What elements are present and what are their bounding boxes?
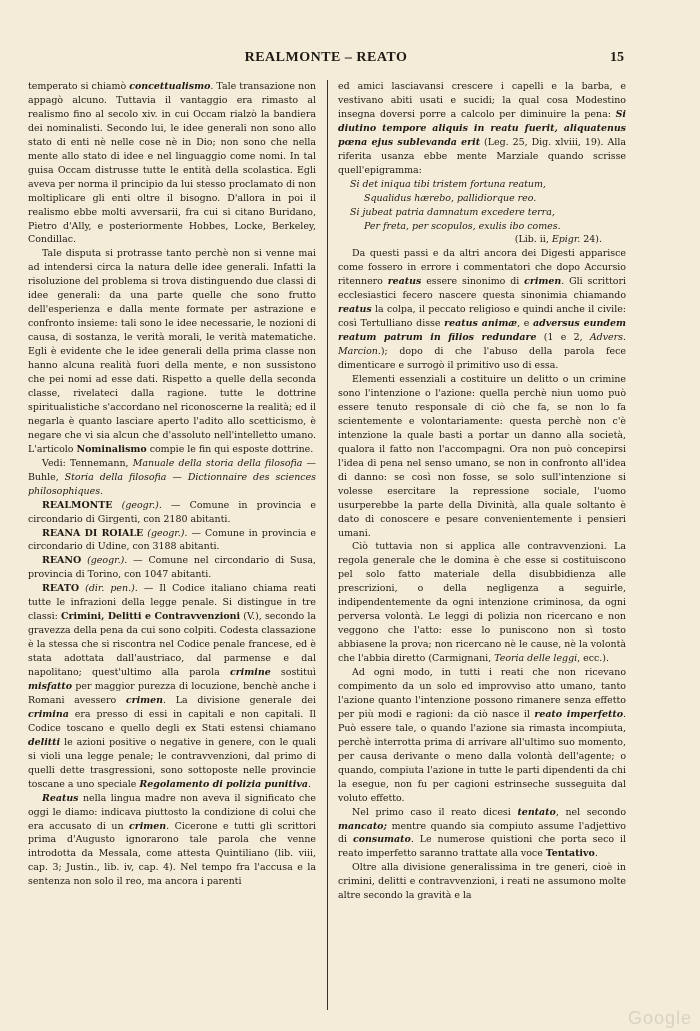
text-run: nella lingua madre non aveva il significato che oggi le diamo: indicava piuttosto la condizione di colui che era accusato di un <box>28 792 316 832</box>
text-run: , e <box>517 318 534 330</box>
latin-quote: Si diutino tempore aliquis in reatu fuerit, aliquatenus pœna ejus sublevanda erit <box>338 108 626 148</box>
text-run: . <box>594 848 598 860</box>
term-reatus: Reatus <box>42 792 79 804</box>
text-run: ed amici lasciavansi crescere i capelli e la barba, e vestivano abiti usati e sucidi; la qual cosa Modestino insegna doversi porre a calcolo per diminuire la pena: <box>338 81 626 120</box>
paragraph <box>28 792 316 890</box>
entry-realmonte <box>28 499 316 527</box>
term-consumato: consumato <box>352 834 411 846</box>
text-run: essere sinonimo di <box>421 276 525 288</box>
entry-headword: REALMONTE <box>42 499 113 511</box>
text-run: Nel primo caso il reato dicesi <box>352 806 518 818</box>
column-divider <box>327 80 328 1010</box>
text-run: mentre quando sia compiuto assume l'adjettivo di <box>338 820 626 846</box>
book-title: Advers. Marcion. <box>338 332 626 358</box>
right-column <box>338 80 626 1010</box>
paragraph <box>338 540 626 666</box>
term-reatus: reatus <box>387 276 422 288</box>
entry-tag: (dir. pen.) <box>79 583 135 595</box>
text-run: (Lib. ii, <box>514 234 552 246</box>
text-run: ); dopo di che l'abuso della parola fece dimenticare e surrogò il primitivo uso di essa. <box>338 346 626 372</box>
paragraph <box>28 247 316 456</box>
book-title: Manuale della storia della filosofia <box>132 457 303 469</box>
text-run: . Può essere tale, o quando l'azione sia rimasta incompiuta, perchè interrotta prima di arrivare all'ultimo suo momento, per causa derivante o meno dalla volontà dell'agente; o quando, compiuta l'azione in tutte le parti dipendenti da chi la esegue, non fu per cagioni estrinseche susseguita dal voluto effetto. <box>338 708 626 804</box>
term-crimine: crimine <box>229 667 271 679</box>
text-run: — <box>166 471 188 483</box>
entry-reano <box>28 554 316 582</box>
term-reatus: reatus <box>338 304 372 316</box>
page-header <box>28 50 624 72</box>
text-run: Epigr. <box>551 234 581 246</box>
term-classes: Crimini, Delitti e Contravvenzioni <box>61 611 241 623</box>
text-run: . — Il Codice italiano chiama reati tutte le infrazioni della legge penale. Si distingue in tre classi: <box>28 583 316 623</box>
text-run: . <box>307 778 311 790</box>
entry-reana-di-roiale <box>28 527 316 555</box>
text-run: compie le fin qui esposte dottrine. <box>146 443 314 455</box>
term-tentativo: Tentativo <box>545 848 595 860</box>
text-run: 24). <box>580 234 602 246</box>
text-run: per maggior purezza di locuzione, benchè anche i Romani avessero <box>28 680 316 706</box>
paragraph: Elementi essenziali a costituire un delitto o un crimine sono l'intenzione o l'azione: quella perchè niun uomo può essere tenuto responsale di ciò che fa, se non lo fa scientemente e volontariamente: questa perchè non c'è intenzione la quale basti a portar un danno alla società, qualora il fatto non l'accompagni. Ora non può concepirsi l'idea di pena nel senso umano, se non in confronto all'idea di danno: se così non fosse, se solo sull'intenzione si volesse esercitare la repressione sociale, l'uomo usurperebbe la parte della Divinità, alla quale soltanto è dato di conoscere e pesare convenientemente i pensieri umani. <box>338 374 626 539</box>
entry-text: . — Comune nel circondario di Susa, provincia di Torino, con 1047 abitanti. <box>28 555 316 581</box>
term-misfatto: misfatto <box>28 680 73 692</box>
entry-reato <box>28 582 316 791</box>
term-delitti: delitti <box>28 736 61 748</box>
text-run: . <box>100 485 104 497</box>
paragraph <box>338 247 626 373</box>
entry-tag: (geogr.) <box>112 499 159 511</box>
text-run: . Cicerone e tutti gli scrittori prima d'Augusto ignorarono tale parola che venne introdotta da Messala, come attesta Quintiliano (lib. viii, cap. 3; Justin., lib. iv, cap. 4). Nel tempo fra l'accusa e la sentenza non solo il reo, ma ancora i parenti <box>28 820 316 888</box>
text-run: (Leg. 25, Dig. xlviii, 19). Alla riferita usanza ebbe mente Marziale quando scrisse quell'epigramma: <box>338 136 626 176</box>
term-nominalismo: Nominalismo <box>76 443 147 455</box>
text-run: la colpa, il peccato religioso e quindi anche il civile: così Tertulliano disse <box>338 304 626 330</box>
book-title: Dictionnaire des sciences philosophiques <box>28 471 316 497</box>
text-run: Tale disputa si protrasse tanto perchè non si venne mai ad intendersi circa la natura delle idee generali. Infatti la risoluzione del problema si trova distinguendo due classi di idee generali: da una parte quelle che sono frutto dell'esperienza e dalla mente formate per astrazione e confronto insieme: tali sono le idee necessarie, le nozioni di causa, di sostanza, le verità morali, le verità matematiche. Egli è evidente che le idee generali della prima classe non hanno alcuna realità fuori della mente, e non sussistono che pei nomi ad esse dati. Rispetto a quelle della seconda classe, rivelateci dalla ragione. tutte le dottrine spiritualistiche s'accordano nel riconoscerne la realità; ed il negarla è quanto lasciare aperto l'adito allo scetticismo, è negare che vi sia alcun che d'assoluto nell'intelletto umano. L'articolo <box>28 248 316 455</box>
entry-tag: (geogr.) <box>81 555 125 567</box>
entry-headword: REANA DI ROIALE <box>42 527 144 539</box>
paragraph <box>338 806 626 862</box>
entry-headword: REATO <box>42 583 80 595</box>
text-run: . Le numerose quistioni che porta seco il reato imperfetto saranno trattate alla voce <box>338 834 626 860</box>
verse-citation <box>338 233 626 247</box>
left-column <box>28 80 316 1010</box>
term-regolamento: Regolamento di polizia punitiva <box>139 778 308 790</box>
term-concettualismo: concettualismo <box>129 81 211 92</box>
latin-term: reatus animæ <box>444 318 518 330</box>
term-crimen: crimen <box>524 276 562 288</box>
text-run: . Gli scrittori ecclesiastici fecero nascere questa sinonimia chiamando <box>338 276 626 302</box>
running-title: REALMONTE – REATO <box>244 50 408 65</box>
verse-line: Per freta, per scopulos, exulis ibo comes. <box>364 220 561 232</box>
text-run: — Buhle, <box>28 457 316 483</box>
term-crimen: crimen <box>129 820 167 832</box>
text-run: , ecc.). <box>577 653 609 665</box>
epigram-verse <box>338 178 626 234</box>
paragraph <box>338 80 626 178</box>
verse-line: Squalidus hærebo, pallidiorque reo. <box>364 192 537 204</box>
entry-text: . — Comune in provincia e circondario di Udine, con 3188 abitanti. <box>28 527 316 553</box>
entry-tag: (geogr.) <box>143 527 185 539</box>
text-run: . La divisione generale dei <box>163 694 316 706</box>
paragraph: Oltre alla divisione generalissima in tre generi, cioè in crimini, delitti e contravvenzioni, i reati ne assumono molte altre secondo la gravità e la <box>338 862 626 902</box>
book-title: Teoria delle leggi <box>494 653 578 665</box>
term-reato-imperfetto: reato imperfetto <box>534 708 623 720</box>
verse-line: Si jubeat patria damnatum excedere terra, <box>350 206 555 218</box>
text-run: le azioni positive o negative in genere, con le quali si violi una legge penale; le contravvenzioni, dal primo di quelli dette trasgressioni, sono sottoposte nelle provincie toscane a uno speciale <box>28 736 316 790</box>
text-run: , nel secondo <box>555 806 626 818</box>
book-title: Storia della filosofia <box>64 471 167 483</box>
term-tentato: tentato <box>517 806 556 818</box>
watermark: Google <box>627 1008 692 1028</box>
text-run: Ciò tuttavia non si applica alle contravvenzioni. La regola generale che le domina è che esse si costituiscono pel solo fatto materiale della disubbidienza alle prescrizioni, o della negligenza a seguirle, indipendentemente da ogni intenzione criminosa, da ogni perversa volontà. Le leggi di polizia non ricercano e non veggono che l'atto: esse lo puniscono non sì tosto abbiasene la prova; non ricercano nè le cause, nè la volontà che l'abbia diretto (Carmignani, <box>338 541 626 665</box>
term-crimina: crimina <box>28 708 69 720</box>
paragraph <box>28 80 316 247</box>
entry-headword: REANO <box>42 555 82 567</box>
text-run: Vedi: Tennemann, <box>42 457 133 469</box>
text-run: (1 e 2, <box>536 332 590 344</box>
term-crimen: crimen <box>125 694 164 706</box>
text-run: sostituì <box>270 667 316 679</box>
text-columns <box>28 80 626 1010</box>
verse-line: Si det iniqua tibi tristem fortuna reatum, <box>350 178 546 190</box>
page-number: 15 <box>610 50 624 65</box>
entry-text: . — Comune in provincia e circondario di Girgenti, con 2180 abitanti. <box>28 499 316 525</box>
latin-quote: adversus eundem reatum patrum in filios redundare <box>338 318 626 344</box>
text-run: . Tale transazione non appagò alcuno. Tuttavia il vantaggio era rimasto al realismo fino al secolo xiv. in cui Occam rialzò la bandiera dei nominalisti. Secondo lui, le idee generali non sono allo stato di enti nè nelle cose nè in Dio; non sono che nella mente allo stato di idee e nel linguaggio come nomi. In tal guisa Occam distrusse tutte le entità della scolastica. Egli aveva per norma il principio da lui stesso proclamato di non moltiplicare gli enti oltre il bisogno. D'allora in poi il realismo ebbe molti avversarii, fra cui si citano Buridano, Pietro d'Ally, e posteriormente Hobbes, Locke, Berkeley, Condillac. <box>28 81 316 246</box>
text-run: Ad ogni modo, in tutti i reati che non ricevano compimento da un solo ed improvviso atto umano, tanto l'azione quanto l'intenzione possono rimanere senza effetto per più modi e ragioni: da ciò nasce il <box>338 667 626 720</box>
term-mancato: mancato; <box>338 820 387 832</box>
text-run: era presso di essi in capitali e non capitali. Il Codice toscano e quello degli ex Stati estensi chiamano <box>28 708 316 734</box>
text-run: Da questi passi e da altri ancora dei Digesti apparisce come fossero in errore i commentatori che dopo Accursio ritennero <box>338 248 626 288</box>
text-run: (V.), secondo la gravezza della pena da cui sono colpiti. Codesta classazione è la stessa che si riscontra nel Codice penale francese, ed è stata adottata dall'austriaco, dal parmense e dal napolitano; quest'ultimo alla parola <box>28 611 316 679</box>
references-paragraph <box>28 457 316 499</box>
paragraph <box>338 666 626 806</box>
text-run: temperato si chiamò <box>28 81 130 92</box>
